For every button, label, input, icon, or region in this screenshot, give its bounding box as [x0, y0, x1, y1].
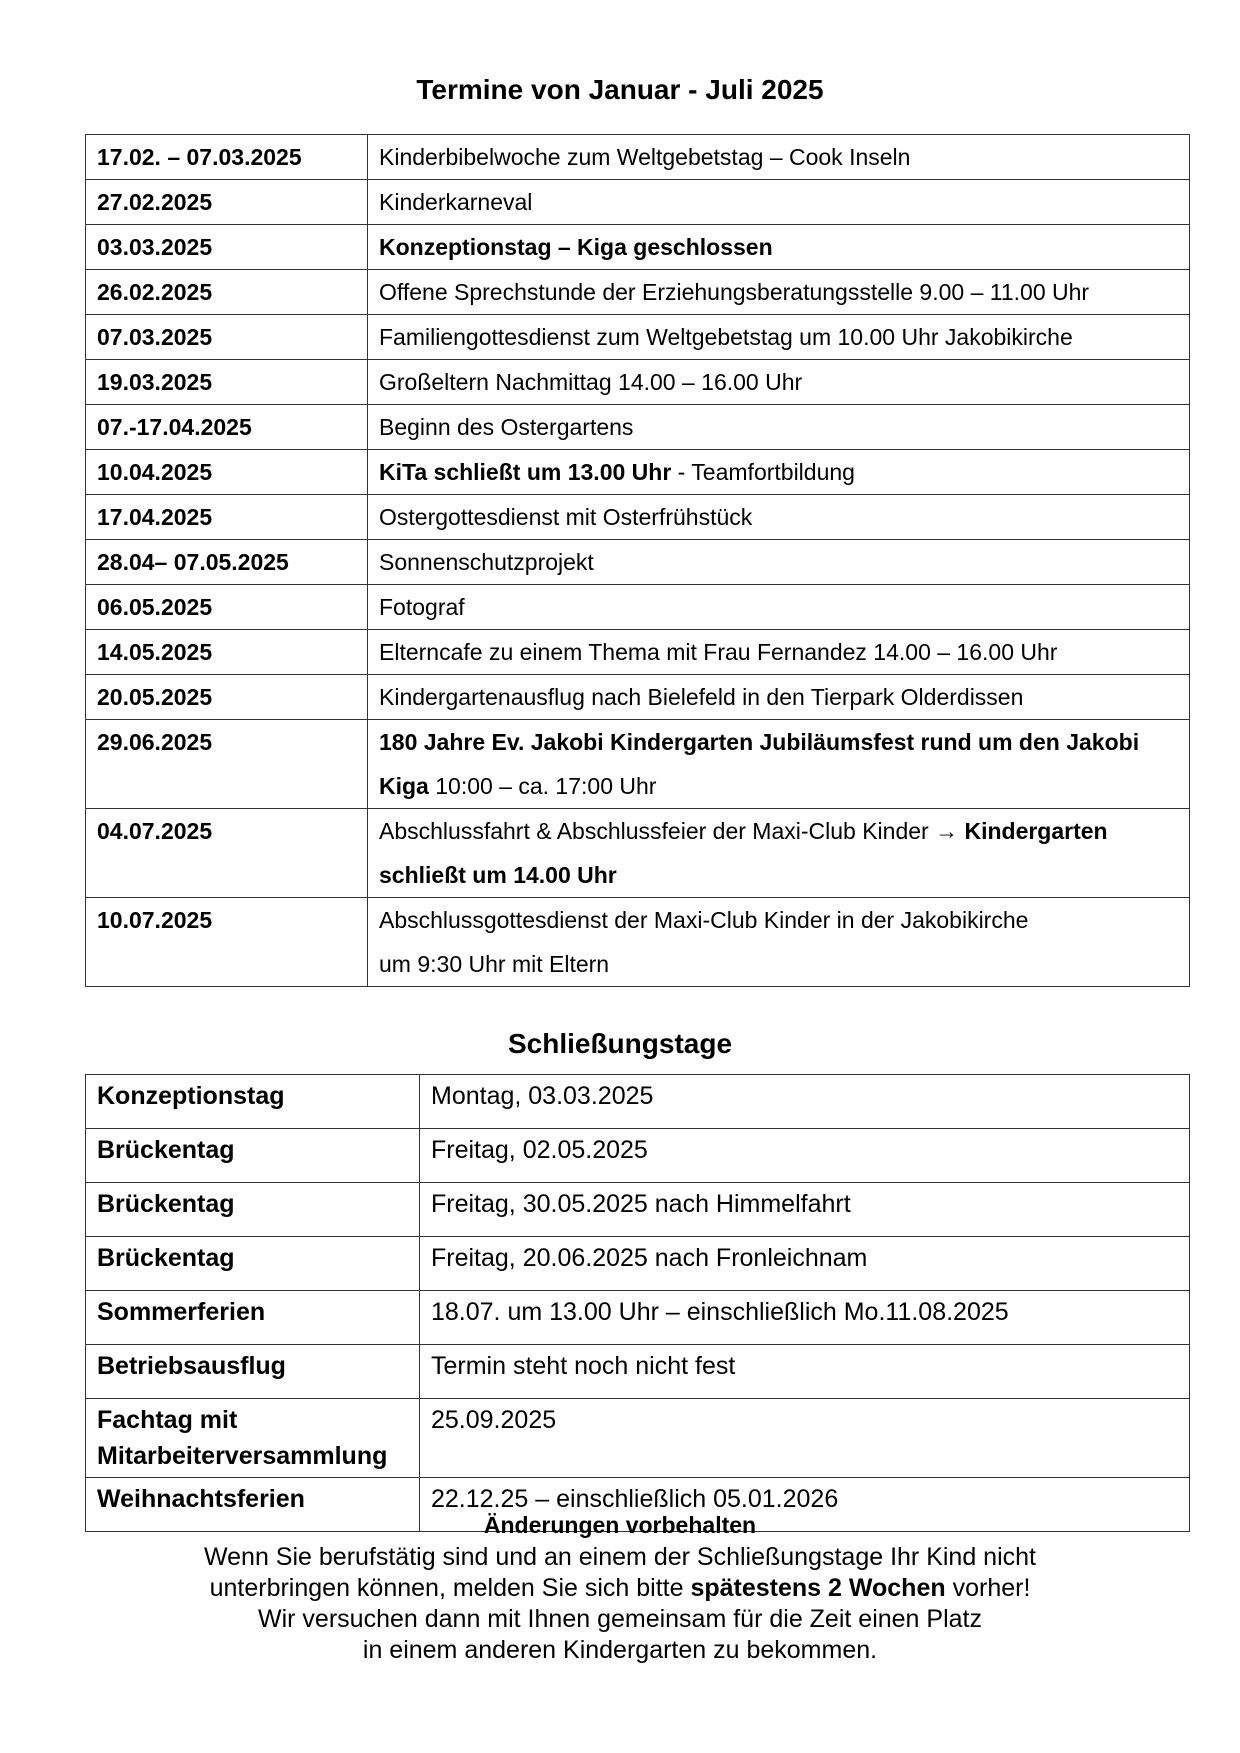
arrow-right-icon: →	[935, 818, 959, 844]
table-row	[86, 180, 1190, 225]
table-row	[86, 405, 1190, 450]
table-row	[86, 135, 1190, 180]
table-row	[86, 1075, 1190, 1129]
table-row	[86, 1237, 1190, 1291]
termin-date: 04.07.2025	[86, 809, 368, 898]
table-row	[86, 225, 1190, 270]
table-row	[86, 675, 1190, 720]
closure-type: Fachtag mit Mitarbeiterversammlung	[86, 1399, 420, 1478]
termin-description: Großeltern Nachmittag 14.00 – 16.00 Uhr	[368, 360, 1190, 405]
termin-date: 17.02. – 07.03.2025	[86, 135, 368, 180]
table-row	[86, 360, 1190, 405]
termin-description: Sonnenschutzprojekt	[368, 540, 1190, 585]
notice	[0, 1508, 1240, 1666]
table-row	[86, 450, 1190, 495]
notice-text: vorher!	[945, 1574, 1031, 1602]
table-row	[86, 585, 1190, 630]
termin-date: 27.02.2025	[86, 180, 368, 225]
table-row	[86, 809, 1190, 898]
termin-date: 06.05.2025	[86, 585, 368, 630]
table-row	[86, 630, 1190, 675]
termin-text: 10:00 – ca. 17:00 Uhr	[428, 773, 657, 799]
table-row	[86, 1183, 1190, 1237]
termin-date: 14.05.2025	[86, 630, 368, 675]
closure-type: Konzeptionstag	[86, 1075, 420, 1129]
termin-description: Kinderbibelwoche zum Weltgebetstag – Cook Inseln	[368, 135, 1190, 180]
closure-date: Montag, 03.03.2025	[420, 1075, 1190, 1129]
termin-text: - Teamfortbildung	[671, 459, 855, 485]
closure-type: Brückentag	[86, 1183, 420, 1237]
table-row	[86, 315, 1190, 360]
termin-date: 29.06.2025	[86, 720, 368, 809]
termin-description	[368, 720, 1190, 809]
termin-description: Beginn des Ostergartens	[368, 405, 1190, 450]
termin-date: 28.04– 07.05.2025	[86, 540, 368, 585]
termin-description	[368, 809, 1190, 898]
termin-text: Abschlussfahrt & Abschlussfeier der Maxi-Club Kinder	[379, 818, 936, 844]
closure-type: Brückentag	[86, 1129, 420, 1183]
termin-highlight: Kindergarten schließt um 14.00 Uhr	[379, 818, 1108, 888]
table-row	[86, 898, 1190, 987]
notice-line: Wir versuchen dann mit Ihnen gemeinsam für die Zeit einen Platz	[258, 1605, 982, 1633]
termin-description	[368, 898, 1190, 987]
termin-date: 17.04.2025	[86, 495, 368, 540]
notice-heading: Änderungen vorbehalten	[483, 1512, 757, 1538]
termin-description: Kinderkarneval	[368, 180, 1190, 225]
termin-date: 10.04.2025	[86, 450, 368, 495]
closure-type: Weihnachtsferien	[86, 1478, 420, 1532]
table-row	[86, 1291, 1190, 1345]
termin-highlight: KiTa schließt um 13.00 Uhr	[379, 459, 672, 485]
termine-title: Termine von Januar - Juli 2025	[416, 74, 824, 105]
closure-type: Sommerferien	[86, 1291, 420, 1345]
notice-line: Wenn Sie berufstätig sind und an einem der Schließungstage Ihr Kind nicht	[204, 1543, 1036, 1571]
termin-text-line: um 9:30 Uhr mit Eltern	[379, 951, 610, 977]
termine-table	[85, 134, 1190, 987]
table-row	[86, 540, 1190, 585]
termin-highlight: 180 Jahre Ev. Jakobi Kindergarten Jubiläumsfest rund um den Jakobi Kiga	[379, 729, 1140, 799]
notice-line	[0, 1573, 1240, 1604]
termin-text-line: Abschlussgottesdienst der Maxi-Club Kinder in der Jakobikirche	[379, 907, 1029, 933]
notice-line: in einem anderen Kindergarten zu bekommen.	[362, 1636, 878, 1664]
termin-description: Familiengottesdienst zum Weltgebetstag um 10.00 Uhr Jakobikirche	[368, 315, 1190, 360]
closure-type: Brückentag	[86, 1237, 420, 1291]
notice-text: unterbringen können, melden Sie sich bitte	[209, 1574, 691, 1602]
closure-date: Freitag, 20.06.2025 nach Fronleichnam	[420, 1237, 1190, 1291]
termin-description: Konzeptionstag – Kiga geschlossen	[368, 225, 1190, 270]
table-row	[86, 495, 1190, 540]
notice-emphasis: spätestens 2 Wochen	[690, 1574, 946, 1602]
termin-date: 26.02.2025	[86, 270, 368, 315]
table-row	[86, 1129, 1190, 1183]
termin-date: 10.07.2025	[86, 898, 368, 987]
closure-date: Freitag, 30.05.2025 nach Himmelfahrt	[420, 1183, 1190, 1237]
termin-date: 07.-17.04.2025	[86, 405, 368, 450]
closure-date: Termin steht noch nicht fest	[420, 1345, 1190, 1399]
termin-description	[368, 450, 1190, 495]
closure-date: Freitag, 02.05.2025	[420, 1129, 1190, 1183]
closure-type: Betriebsausflug	[86, 1345, 420, 1399]
termin-description: Ostergottesdienst mit Osterfrühstück	[368, 495, 1190, 540]
termin-description: Elterncafe zu einem Thema mit Frau Fernandez 14.00 – 16.00 Uhr	[368, 630, 1190, 675]
termin-description: Offene Sprechstunde der Erziehungsberatungsstelle 9.00 – 11.00 Uhr	[368, 270, 1190, 315]
closure-date: 25.09.2025	[420, 1399, 1190, 1478]
table-row	[86, 1399, 1190, 1478]
termin-date: 19.03.2025	[86, 360, 368, 405]
table-row	[86, 270, 1190, 315]
termin-description: Kindergartenausflug nach Bielefeld in den Tierpark Olderdissen	[368, 675, 1190, 720]
closure-date: 18.07. um 13.00 Uhr – einschließlich Mo.11.08.2025	[420, 1291, 1190, 1345]
schliessungstage-table	[85, 1074, 1190, 1532]
termin-date: 03.03.2025	[86, 225, 368, 270]
table-row	[86, 720, 1190, 809]
termin-description: Fotograf	[368, 585, 1190, 630]
schliessungstage-title: Schließungstage	[507, 1028, 733, 1059]
termin-date: 20.05.2025	[86, 675, 368, 720]
table-row	[86, 1345, 1190, 1399]
closure-date: 22.12.25 – einschließlich 05.01.2026	[420, 1478, 1190, 1532]
termin-date: 07.03.2025	[86, 315, 368, 360]
